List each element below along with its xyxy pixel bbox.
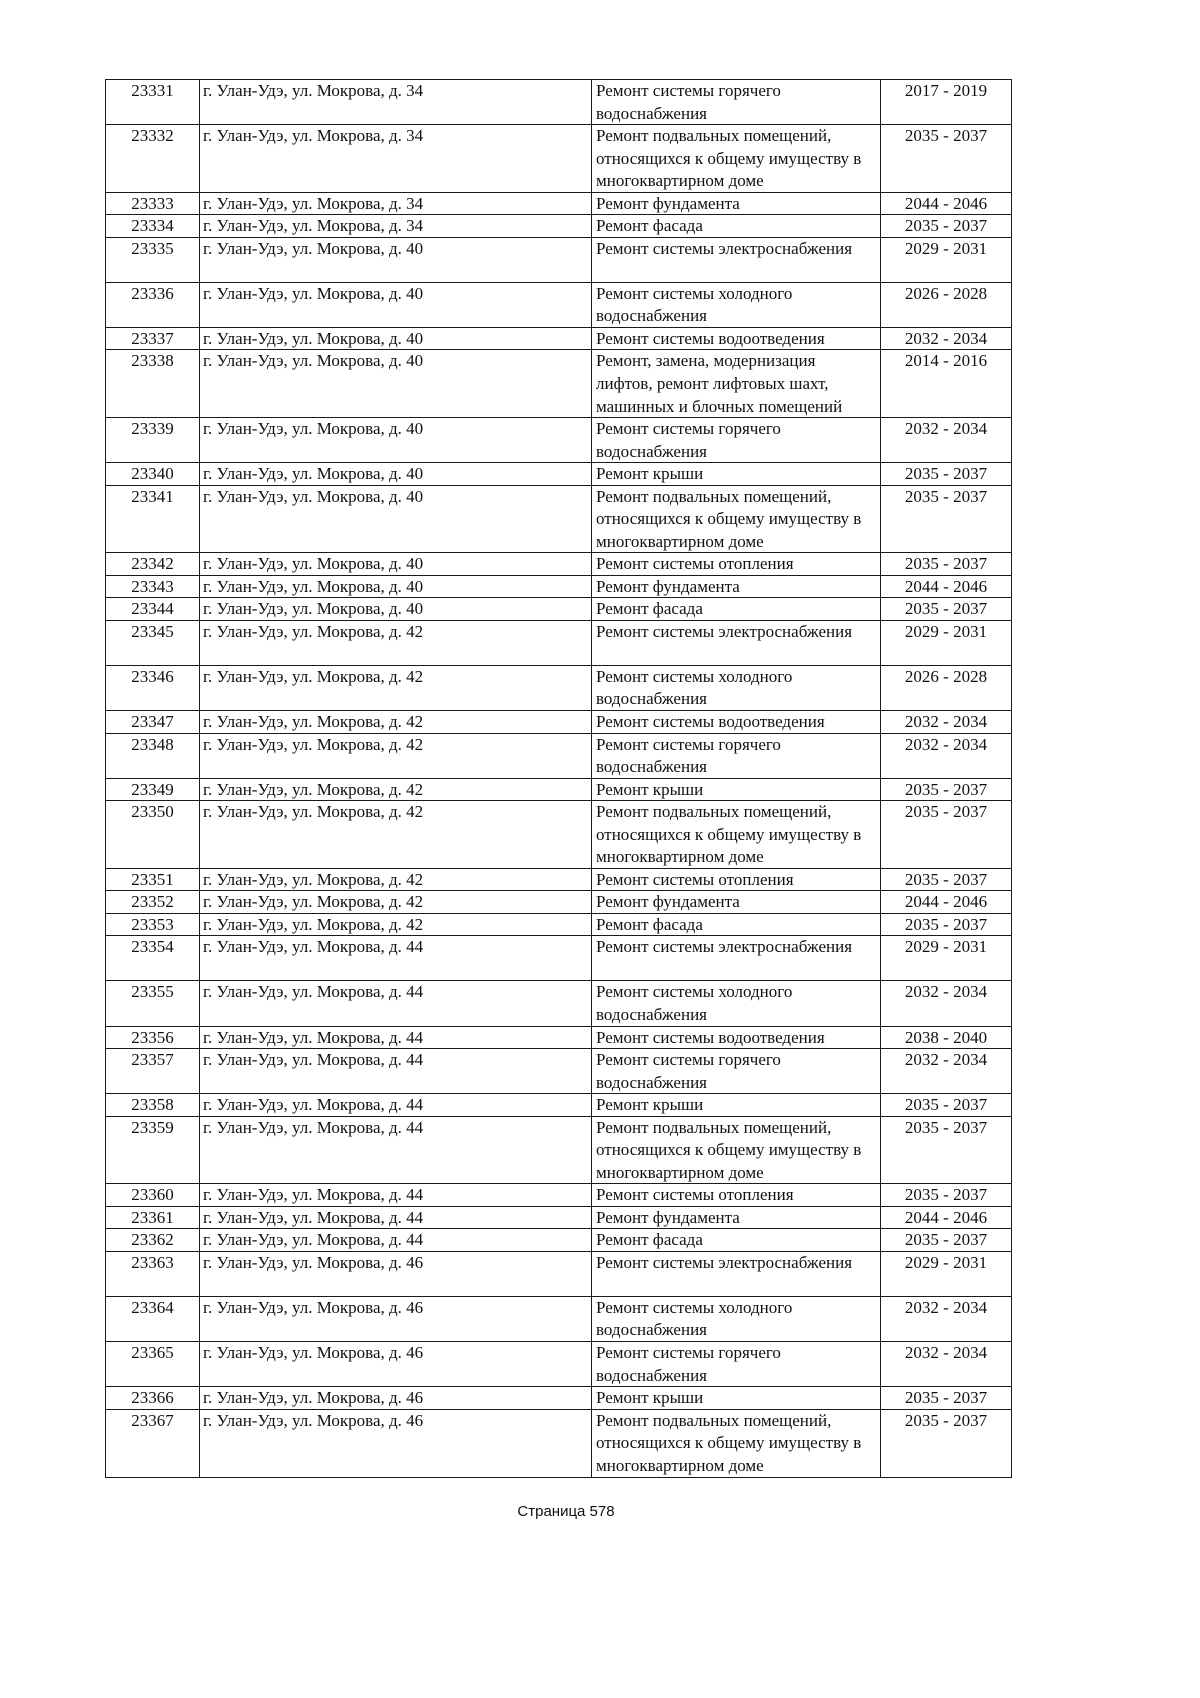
table-row: [106, 283, 1011, 328]
row-work-line: Ремонт системы электроснабжения: [596, 937, 853, 957]
row-work-line: относящихся к общему имуществу в: [596, 1433, 862, 1453]
row-work-line: Ремонт фундамента: [596, 892, 740, 912]
table-row: [106, 1049, 1011, 1094]
row-work: [592, 283, 881, 327]
row-work: [592, 1184, 881, 1206]
row-work: [592, 1252, 881, 1296]
table-row: [106, 801, 1011, 869]
table-row: [106, 1117, 1011, 1185]
row-address: г. Улан-Удэ, ул. Мокрова, д. 40: [200, 486, 592, 553]
row-number: 23331: [106, 80, 200, 124]
row-number: 23336: [106, 283, 200, 327]
row-address: г. Улан-Удэ, ул. Мокрова, д. 46: [200, 1342, 592, 1386]
row-address: г. Улан-Удэ, ул. Мокрова, д. 44: [200, 981, 592, 1025]
row-address: г. Улан-Удэ, ул. Мокрова, д. 40: [200, 350, 592, 417]
row-address: г. Улан-Удэ, ул. Мокрова, д. 34: [200, 80, 592, 124]
table-row: [106, 463, 1011, 486]
table-row: [106, 666, 1011, 711]
table-row: [106, 711, 1011, 734]
table-row: [106, 1342, 1011, 1387]
table-row: [106, 1387, 1011, 1410]
row-work: [592, 1297, 881, 1341]
table-row: [106, 621, 1011, 666]
row-work: [592, 666, 881, 710]
row-period: 2032 - 2034: [904, 982, 988, 1002]
row-work-line: Ремонт системы холодного: [596, 666, 793, 686]
table-row: [106, 914, 1011, 937]
row-work-line: относящихся к общему имуществу в: [596, 509, 862, 529]
row-period: 2035 - 2037: [904, 216, 988, 236]
row-number: 23354: [106, 936, 200, 980]
row-work: [592, 1207, 881, 1229]
row-address: г. Улан-Удэ, ул. Мокрова, д. 40: [200, 598, 592, 620]
row-number: 23340: [106, 463, 200, 485]
row-address: г. Улан-Удэ, ул. Мокрова, д. 46: [200, 1252, 592, 1296]
row-number: 23365: [106, 1342, 200, 1386]
table-row: [106, 328, 1011, 351]
row-number: 23335: [106, 238, 200, 282]
row-work-line: Ремонт системы отопления: [596, 554, 794, 574]
row-work: [592, 801, 881, 868]
row-number: 23348: [106, 734, 200, 778]
row-address: г. Улан-Удэ, ул. Мокрова, д. 42: [200, 711, 592, 733]
table-row: [106, 1027, 1011, 1050]
row-number: 23339: [106, 418, 200, 462]
row-address: г. Улан-Удэ, ул. Мокрова, д. 42: [200, 734, 592, 778]
row-work-line: Ремонт системы холодного: [596, 1297, 793, 1317]
row-work-line: машинных и блочных помещений: [596, 396, 843, 416]
row-number: 23358: [106, 1094, 200, 1116]
row-work-line: многоквартирном доме: [596, 171, 764, 191]
row-number: 23360: [106, 1184, 200, 1206]
table-row: [106, 80, 1011, 125]
row-number: 23334: [106, 215, 200, 237]
row-number: 23366: [106, 1387, 200, 1409]
row-number: 23352: [106, 891, 200, 913]
row-work: [592, 914, 881, 936]
row-work-line: Ремонт системы холодного: [596, 283, 793, 303]
row-work: [592, 734, 881, 778]
row-number: 23344: [106, 598, 200, 620]
row-work: [592, 869, 881, 891]
row-period: 2032 - 2034: [904, 1050, 988, 1070]
row-work-line: Ремонт системы горячего: [596, 1050, 781, 1070]
row-address: г. Улан-Удэ, ул. Мокрова, д. 46: [200, 1410, 592, 1478]
row-work-line: водоснабжения: [596, 103, 707, 123]
row-work-line: водоснабжения: [596, 441, 707, 461]
row-period: 2035 - 2037: [904, 464, 988, 484]
row-work: [592, 1410, 881, 1478]
row-work-line: Ремонт крыши: [596, 779, 704, 799]
row-work: [592, 350, 881, 417]
row-period: 2035 - 2037: [904, 802, 988, 822]
row-number: 23351: [106, 869, 200, 891]
row-period: 2044 - 2046: [904, 576, 988, 596]
table-row: [106, 193, 1011, 216]
row-number: 23361: [106, 1207, 200, 1229]
table-row: [106, 350, 1011, 418]
row-address: г. Улан-Удэ, ул. Мокрова, д. 40: [200, 283, 592, 327]
row-work-line: многоквартирном доме: [596, 1455, 764, 1475]
row-work: [592, 553, 881, 575]
row-address: г. Улан-Удэ, ул. Мокрова, д. 40: [200, 418, 592, 462]
row-work-line: относящихся к общему имуществу в: [596, 1140, 862, 1160]
table-row: [106, 1410, 1011, 1478]
table-row: [106, 1094, 1011, 1117]
row-work: [592, 1342, 881, 1386]
row-work-line: Ремонт фундамента: [596, 576, 740, 596]
row-work-line: Ремонт фасада: [596, 216, 703, 236]
row-work-line: многоквартирном доме: [596, 847, 764, 867]
row-work-line: Ремонт, замена, модернизация: [596, 351, 816, 371]
row-work: [592, 328, 881, 350]
row-address: г. Улан-Удэ, ул. Мокрова, д. 42: [200, 869, 592, 891]
row-period: 2032 - 2034: [904, 419, 988, 439]
row-period: 2035 - 2037: [904, 1410, 988, 1430]
row-work-line: Ремонт подвальных помещений,: [596, 486, 832, 506]
table-row: [106, 936, 1011, 981]
row-work: [592, 215, 881, 237]
page-number: Страница 578: [517, 1503, 615, 1520]
row-number: 23349: [106, 779, 200, 801]
row-period: 2044 - 2046: [904, 1207, 988, 1227]
row-work-line: Ремонт системы электроснабжения: [596, 621, 853, 641]
row-work-line: Ремонт подвальных помещений,: [596, 126, 832, 146]
row-work-line: водоснабжения: [596, 757, 707, 777]
row-address: г. Улан-Удэ, ул. Мокрова, д. 34: [200, 193, 592, 215]
table-row: [106, 1252, 1011, 1297]
row-period: 2026 - 2028: [904, 283, 988, 303]
row-work-line: Ремонт системы отопления: [596, 1185, 794, 1205]
row-work: [592, 576, 881, 598]
table-row: [106, 576, 1011, 599]
row-work-line: Ремонт подвальных помещений,: [596, 1410, 832, 1430]
table-row: [106, 981, 1011, 1026]
row-work-line: Ремонт фасада: [596, 1230, 703, 1250]
row-number: 23347: [106, 711, 200, 733]
row-number: 23337: [106, 328, 200, 350]
row-period: 2026 - 2028: [904, 666, 988, 686]
row-address: г. Улан-Удэ, ул. Мокрова, д. 40: [200, 238, 592, 282]
row-work-line: Ремонт фундамента: [596, 193, 740, 213]
row-work: [592, 711, 881, 733]
table-row: [106, 125, 1011, 193]
row-work-line: Ремонт фундамента: [596, 1207, 740, 1227]
row-period: 2035 - 2037: [904, 1117, 988, 1137]
row-work: [592, 125, 881, 192]
row-work: [592, 621, 881, 665]
row-number: 23346: [106, 666, 200, 710]
row-work: [592, 936, 881, 980]
table-row: [106, 418, 1011, 463]
row-period: 2029 - 2031: [904, 937, 988, 957]
table-row: [106, 598, 1011, 621]
row-period: 2044 - 2046: [904, 892, 988, 912]
row-work-line: водоснабжения: [596, 1004, 707, 1024]
row-work-line: Ремонт системы водоотведения: [596, 712, 825, 732]
table-row: [106, 486, 1011, 554]
row-work: [592, 463, 881, 485]
row-number: 23353: [106, 914, 200, 936]
row-work-line: Ремонт фасада: [596, 599, 703, 619]
row-period: 2035 - 2037: [904, 779, 988, 799]
table-row: [106, 1184, 1011, 1207]
row-number: 23345: [106, 621, 200, 665]
row-work-line: водоснабжения: [596, 1072, 707, 1092]
row-work-line: относящихся к общему имуществу в: [596, 148, 862, 168]
row-number: 23359: [106, 1117, 200, 1184]
row-number: 23363: [106, 1252, 200, 1296]
row-work-line: Ремонт фасада: [596, 914, 703, 934]
row-period: 2014 - 2016: [904, 351, 988, 371]
table-row: [106, 891, 1011, 914]
table-row: [106, 734, 1011, 779]
row-work-line: Ремонт системы холодного: [596, 982, 793, 1002]
row-number: 23364: [106, 1297, 200, 1341]
row-work: [592, 891, 881, 913]
row-work-line: Ремонт системы водоотведения: [596, 328, 825, 348]
table-row: [106, 1207, 1011, 1230]
row-work-line: многоквартирном доме: [596, 531, 764, 551]
row-work-line: Ремонт системы горячего: [596, 419, 781, 439]
row-period: 2035 - 2037: [904, 1230, 988, 1250]
row-address: г. Улан-Удэ, ул. Мокрова, д. 40: [200, 553, 592, 575]
row-period: 2032 - 2034: [904, 1343, 988, 1363]
row-period: 2044 - 2046: [904, 193, 988, 213]
row-address: г. Улан-Удэ, ул. Мокрова, д. 46: [200, 1387, 592, 1409]
row-period: 2035 - 2037: [904, 599, 988, 619]
row-work: [592, 598, 881, 620]
row-work: [592, 193, 881, 215]
row-number: 23362: [106, 1229, 200, 1251]
row-number: 23357: [106, 1049, 200, 1093]
row-number: 23356: [106, 1027, 200, 1049]
row-work: [592, 981, 881, 1025]
row-number: 23341: [106, 486, 200, 553]
row-work-line: лифтов, ремонт лифтовых шахт,: [596, 373, 829, 393]
row-address: г. Улан-Удэ, ул. Мокрова, д. 40: [200, 576, 592, 598]
row-work-line: Ремонт системы электроснабжения: [596, 1252, 853, 1272]
row-period: 2035 - 2037: [904, 486, 988, 506]
table-row: [106, 553, 1011, 576]
row-period: 2032 - 2034: [904, 712, 988, 732]
row-address: г. Улан-Удэ, ул. Мокрова, д. 44: [200, 1207, 592, 1229]
row-work: [592, 1387, 881, 1409]
row-number: 23342: [106, 553, 200, 575]
row-period: 2032 - 2034: [904, 1297, 988, 1317]
row-number: 23338: [106, 350, 200, 417]
row-address: г. Улан-Удэ, ул. Мокрова, д. 42: [200, 621, 592, 665]
row-address: г. Улан-Удэ, ул. Мокрова, д. 44: [200, 1229, 592, 1251]
row-work-line: Ремонт крыши: [596, 1388, 704, 1408]
row-period: 2035 - 2037: [904, 914, 988, 934]
row-work-line: водоснабжения: [596, 689, 707, 709]
row-period: 2035 - 2037: [904, 1095, 988, 1115]
row-period: 2035 - 2037: [904, 554, 988, 574]
row-period: 2017 - 2019: [904, 81, 988, 100]
row-address: г. Улан-Удэ, ул. Мокрова, д. 44: [200, 1049, 592, 1093]
table-row: [106, 1229, 1011, 1252]
row-address: г. Улан-Удэ, ул. Мокрова, д. 44: [200, 1184, 592, 1206]
table-row: [106, 779, 1011, 802]
row-number: 23355: [106, 981, 200, 1025]
row-address: г. Улан-Удэ, ул. Мокрова, д. 44: [200, 1117, 592, 1184]
row-work: [592, 1049, 881, 1093]
table-row: [106, 1297, 1011, 1342]
table-row: [106, 215, 1011, 238]
row-work-line: Ремонт подвальных помещений,: [596, 802, 832, 822]
row-address: г. Улан-Удэ, ул. Мокрова, д. 44: [200, 1094, 592, 1116]
row-work-line: Ремонт системы электроснабжения: [596, 238, 853, 258]
row-work: [592, 486, 881, 553]
row-work-line: Ремонт подвальных помещений,: [596, 1117, 832, 1137]
row-work-line: Ремонт системы горячего: [596, 81, 781, 100]
row-work-line: Ремонт крыши: [596, 464, 704, 484]
row-period: 2029 - 2031: [904, 1252, 988, 1272]
row-work-line: Ремонт системы водоотведения: [596, 1027, 825, 1047]
row-address: г. Улан-Удэ, ул. Мокрова, д. 34: [200, 215, 592, 237]
row-work-line: многоквартирном доме: [596, 1162, 764, 1182]
row-work: [592, 1027, 881, 1049]
row-work-line: водоснабжения: [596, 1320, 707, 1340]
row-work: [592, 238, 881, 282]
row-work: [592, 1094, 881, 1116]
row-work: [592, 80, 881, 124]
row-period: 2029 - 2031: [904, 621, 988, 641]
row-address: г. Улан-Удэ, ул. Мокрова, д. 42: [200, 914, 592, 936]
row-number: 23367: [106, 1410, 200, 1478]
row-work-line: Ремонт системы горячего: [596, 1343, 781, 1363]
row-work-line: Ремонт крыши: [596, 1095, 704, 1115]
works-table: [105, 79, 1012, 1478]
table-row: [106, 869, 1011, 892]
row-address: г. Улан-Удэ, ул. Мокрова, д. 42: [200, 779, 592, 801]
row-work-line: относящихся к общему имуществу в: [596, 824, 862, 844]
row-period: 2035 - 2037: [904, 1388, 988, 1408]
row-period: 2038 - 2040: [904, 1027, 988, 1047]
row-work: [592, 1117, 881, 1184]
row-number: 23333: [106, 193, 200, 215]
row-address: г. Улан-Удэ, ул. Мокрова, д. 40: [200, 328, 592, 350]
row-work-line: Ремонт системы горячего: [596, 734, 781, 754]
row-address: г. Улан-Удэ, ул. Мокрова, д. 44: [200, 1027, 592, 1049]
row-address: г. Улан-Удэ, ул. Мокрова, д. 40: [200, 463, 592, 485]
row-period: 2032 - 2034: [904, 328, 988, 348]
row-address: г. Улан-Удэ, ул. Мокрова, д. 44: [200, 936, 592, 980]
row-work: [592, 418, 881, 462]
row-number: 23350: [106, 801, 200, 868]
row-work: [592, 1229, 881, 1251]
row-period: 2035 - 2037: [904, 1185, 988, 1205]
row-work-line: Ремонт системы отопления: [596, 869, 794, 889]
row-period: 2032 - 2034: [904, 734, 988, 754]
row-address: г. Улан-Удэ, ул. Мокрова, д. 34: [200, 125, 592, 192]
row-address: г. Улан-Удэ, ул. Мокрова, д. 46: [200, 1297, 592, 1341]
table-row: [106, 238, 1011, 283]
row-address: г. Улан-Удэ, ул. Мокрова, д. 42: [200, 891, 592, 913]
row-period: 2035 - 2037: [904, 126, 988, 146]
row-work-line: водоснабжения: [596, 1365, 707, 1385]
row-period: 2035 - 2037: [904, 869, 988, 889]
row-number: 23332: [106, 125, 200, 192]
row-work: [592, 779, 881, 801]
row-address: г. Улан-Удэ, ул. Мокрова, д. 42: [200, 666, 592, 710]
row-address: г. Улан-Удэ, ул. Мокрова, д. 42: [200, 801, 592, 868]
row-period: 2029 - 2031: [904, 238, 988, 258]
row-number: 23343: [106, 576, 200, 598]
row-work-line: водоснабжения: [596, 306, 707, 326]
